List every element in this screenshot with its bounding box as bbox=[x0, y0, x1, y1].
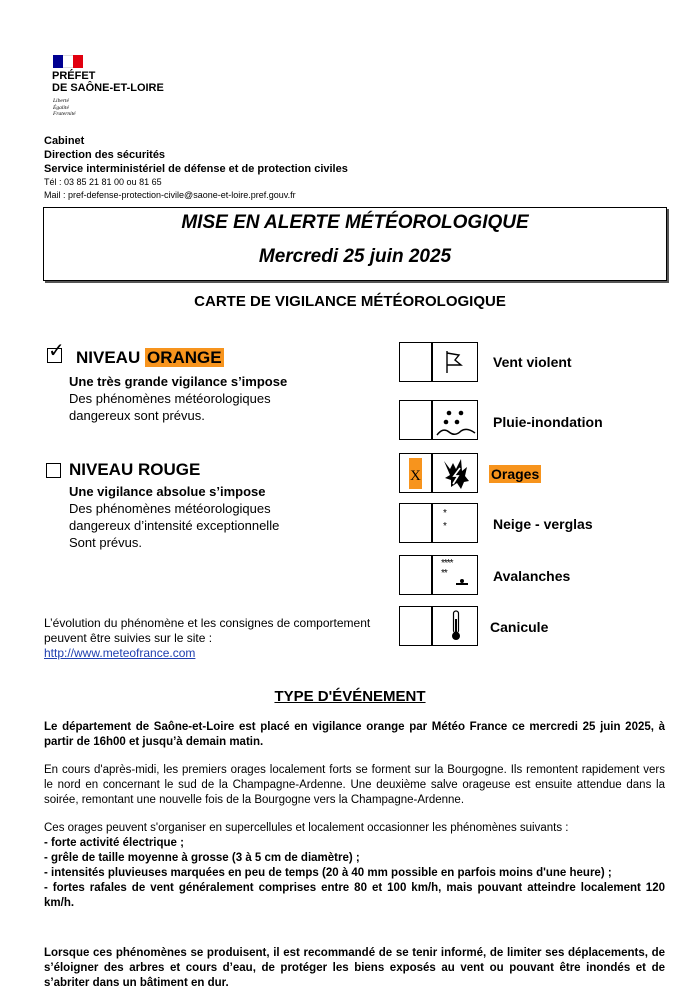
phenomenon-label-canicule: Canicule bbox=[490, 619, 549, 635]
meteofrance-link[interactable]: http://www.meteofrance.com bbox=[44, 646, 196, 660]
prefecture-name: PRÉFET DE SAÔNE-ET-LOIRE bbox=[52, 70, 164, 94]
paragraph-forecast: En cours d'après-midi, les premiers orages localement forts se forment sur la Bourgogne. Ils remontent rapidement vers le nord en concernant le sud de la Champagne-Ardenne. Une deuxième salve orageuse est ensuite attendue dans la soirée, remontant une nouvelle fois de la Bourgogne vers la Champagne-Ardenne. bbox=[44, 764, 665, 806]
red-level-checkbox bbox=[46, 463, 61, 478]
list-item: - forte activité électrique ; bbox=[44, 837, 184, 849]
office-phone: Tél : 03 85 21 81 00 ou 81 65 bbox=[44, 177, 162, 187]
red-level-title: NIVEAU ROUGE bbox=[69, 460, 201, 479]
pluie-level-box bbox=[399, 400, 432, 440]
list-item: - intensités pluvieuses marquées en peu de temps (20 à 40 mm possible en parfois moins d'une heure) ; bbox=[44, 867, 612, 879]
rain-flood-icon bbox=[432, 400, 478, 440]
phenomenon-label-avalanche: Avalanches bbox=[493, 568, 571, 584]
alert-title-box bbox=[43, 207, 667, 281]
alert-date: Mercredi 25 juin 2025 bbox=[258, 246, 452, 267]
wind-flag-icon bbox=[432, 342, 478, 382]
list-item: - fortes rafales de vent généralement comprises entre 80 et 100 km/h, mais pouvant atteindre localement 120 km/h. bbox=[44, 882, 665, 909]
canicule-level-box bbox=[399, 606, 432, 646]
orange-highlight: ORANGE bbox=[146, 348, 222, 367]
french-flag-logo bbox=[53, 55, 83, 68]
orange-level-title: NIVEAU ORANGE bbox=[76, 348, 222, 367]
checkmark-icon: ✓ bbox=[48, 340, 65, 362]
office-block: Cabinet Direction des sécurités Service interministériel de défense et de protection civiles Tél : 03 85 21 81 00 ou 81 65 Mail : pref-defense-protection-civile@saone-et-loire.pref.gouv.fr bbox=[44, 135, 348, 200]
intro-paragraph: Le département de Saône-et-Loire est placé en vigilance orange par Météo France ce mercredi 25 juin 2025, à partir de 16h00 et jusqu’à demain matin. bbox=[44, 721, 665, 748]
avalanche-level-box bbox=[399, 555, 432, 595]
vent-level-box bbox=[399, 342, 432, 382]
phenomenon-label-orages: Orages bbox=[491, 466, 540, 482]
phenomenon-label-vent: Vent violent bbox=[493, 354, 572, 370]
neige-level-box bbox=[399, 503, 432, 543]
lightning-icon bbox=[432, 453, 478, 493]
avalanche-icon: **** ** bbox=[432, 555, 478, 595]
selected-mark: X bbox=[410, 468, 421, 484]
red-level-description: Une vigilance absolue s’impose Des phénomènes météorologiques dangereux d’intensité exceptionnelle Sont prévus. bbox=[69, 484, 280, 550]
paragraph-phenomena: Ces orages peuvent s'organiser en supercellules et localement occasionner les phénomènes suivants : - forte activité électrique ; - grêle de taille moyenne à grosse (3 à 5 cm de diamètre) ; - intensités pluvieuses marquées en peu de temps (20 à 40 mm possible en parfois moins d'une heure) ; - fortes rafales de vent généralement comprises entre 80 et 100 km/h, mais pouvant atteindre localement 120 km/h. bbox=[44, 822, 665, 909]
orages-level-box bbox=[399, 453, 432, 493]
snow-icon: * * bbox=[432, 503, 478, 543]
event-heading: TYPE D'ÉVÉNEMENT bbox=[274, 688, 426, 705]
phenomenon-label-pluie: Pluie-inondation bbox=[493, 414, 603, 430]
phenomenon-label-neige: Neige - verglas bbox=[493, 516, 593, 532]
list-item: - grêle de taille moyenne à grosse (3 à 5 cm de diamètre) ; bbox=[44, 852, 360, 864]
paragraph-recommendations: Lorsque ces phénomènes se produisent, il est recommandé de se tenir informé, de limiter ses déplacements, de s’éloigner des arbres et cours d’eau, de protéger les biens exposés au vent ou pouvant être inondés et de s’abriter dans un bâtiment en dur. bbox=[44, 947, 665, 989]
republic-motto: Liberté Égalité Fraternité bbox=[53, 98, 76, 117]
office-mail: Mail : pref-defense-protection-civile@saone-et-loire.pref.gouv.fr bbox=[44, 190, 296, 200]
orange-level-description: Une très grande vigilance s’impose Des phénomènes météorologiques dangereux sont prévus. bbox=[69, 374, 288, 423]
evolution-note: L’évolution du phénomène et les consignes de comportement peuvent être suivies sur le site : http://www.meteofrance.com bbox=[44, 616, 371, 660]
thermometer-icon bbox=[432, 606, 478, 646]
map-heading: CARTE DE VIGILANCE MÉTÉOROLOGIQUE bbox=[194, 293, 506, 310]
alert-title: MISE EN ALERTE MÉTÉOROLOGIQUE bbox=[181, 212, 529, 233]
